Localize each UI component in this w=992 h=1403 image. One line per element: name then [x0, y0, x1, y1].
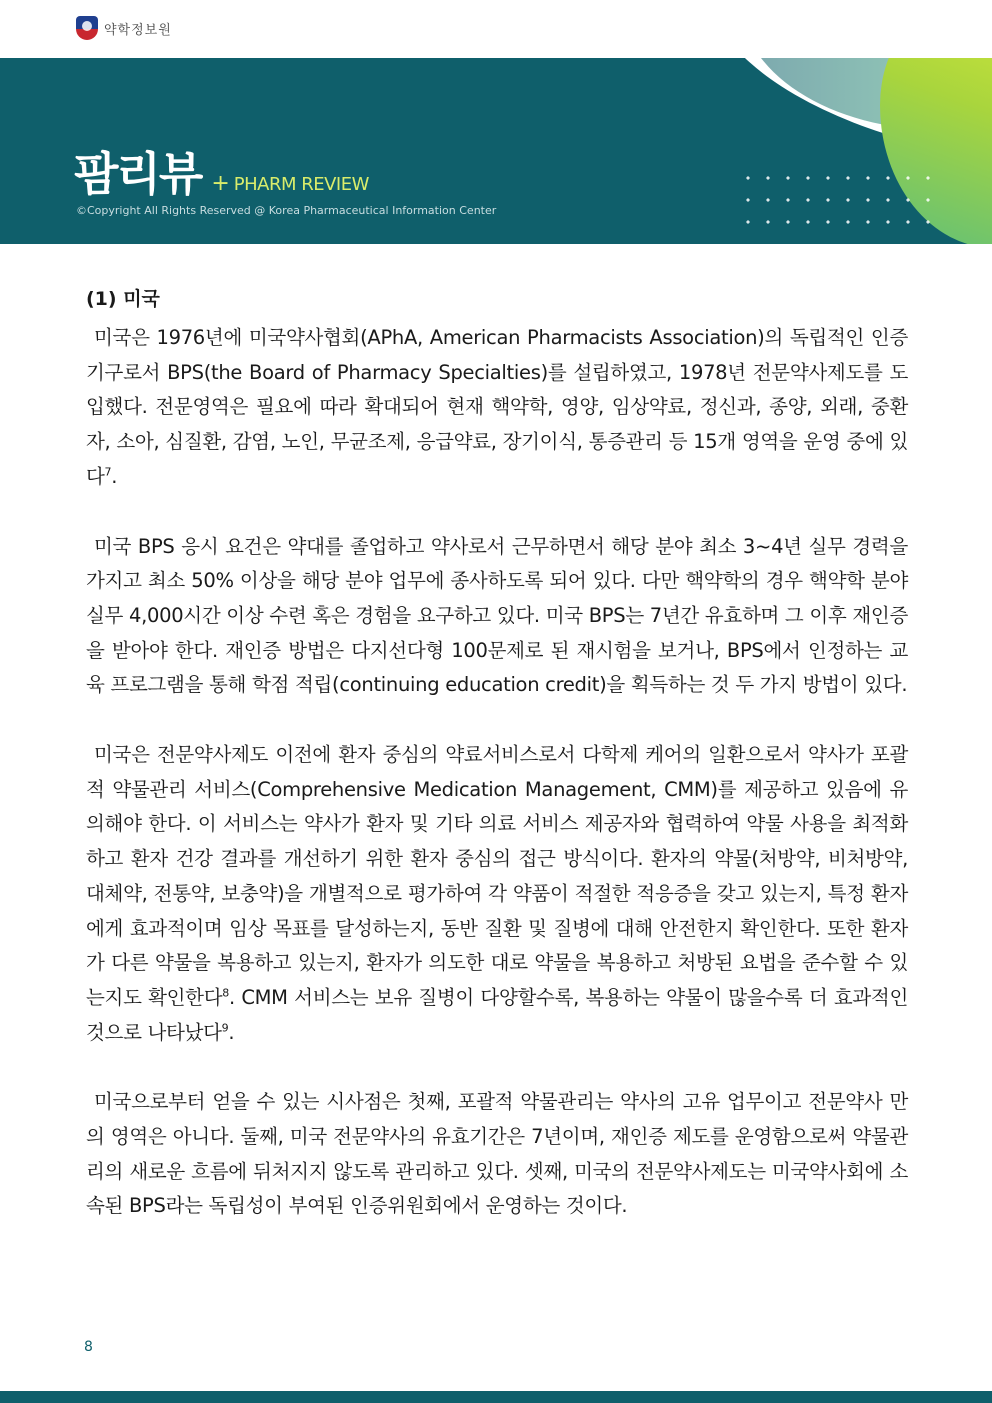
paragraph — [86, 530, 908, 704]
org-name: 약학정보원 — [104, 22, 172, 38]
paragraph — [86, 321, 908, 495]
paragraph — [86, 738, 908, 1050]
section-heading: (1) 미국 — [86, 288, 160, 310]
plus-icon: + — [211, 171, 230, 196]
org-logo[interactable] — [76, 16, 172, 40]
paragraph-tail: . — [228, 1020, 235, 1044]
brand-subtitle: PHARM REVIEW — [233, 174, 369, 195]
header-banner — [0, 58, 992, 244]
dot-pattern-decoration — [738, 167, 938, 227]
paragraph-text: 미국 BPS 응시 요건은 약대를 졸업하고 약사로서 근무하면서 해당 분야 최소 3~4년 실무 경력을 가지고 최소 50% 이상을 해당 분야 업무에 종사하도록 되어 있다. 다만 핵약학의 경우 핵약학 분야 실무 4,000시간 이상 수련 혹은 경험을 요구하고 있다. 미국 BPS는 7년간 유효하며 그 이후 재인증을 받아야 한다. 재인증 방법은 다지선다형 100문제로 된 재시험을 보거나, BPS에서 인정하는 교육 프로그램을 통해 학점 적립(continuing education credit)을 획득하는 것 두 가지 방법이 있다. — [86, 534, 908, 697]
paragraph-text: 미국은 전문약사제도 이전에 환자 중심의 약료서비스로서 다학제 케어의 일환으로서 약사가 포괄적 약물관리 서비스(Comprehensive Medication Management, CMM)를 제공하고 있음에 유의해야 한다. 이 서비스는 약사가 환자 및 기타 의료 서비스 제공자와 협력하여 약물 사용을 최적화하고 환자 건강 결과를 개선하기 위한 환자 중심의 접근 방식이다. 환자의 약물(처방약, 비처방약, 대체약, 전통약, 보충약)을 개별적으로 평가하여 각 약품이 적절한 적응증을 갖고 있는지, 특정 환자에게 효과적이며 임상 목표를 달성하는지, 동반 질환 및 질병에 대해 안전한지 확인한다. 또한 환자가 다른 약물을 복용하고 있는지, 환자가 의도한 대로 약물을 복용하고 처방된 요법을 준수할 수 있는지도 확인한다 — [86, 743, 908, 1009]
page-number: 8 — [84, 1339, 93, 1355]
paragraph-text: . CMM 서비스는 보유 질병이 다양할수록, 복용하는 약물이 많을수록 더 효과적인 것으로 나타났다 — [86, 985, 908, 1044]
bottom-bar — [0, 1391, 992, 1403]
paragraph — [86, 1085, 908, 1224]
paragraph-text: 미국으로부터 얻을 수 있는 시사점은 첫째, 포괄적 약물관리는 약사의 고유 업무이고 전문약사 만의 영역은 아니다. 둘째, 미국 전문약사의 유효기간은 7년이며, 재인증 제도를 운영함으로써 약물관리의 새로운 흐름에 뒤처지지 않도록 관리하고 있다. 셋째, 미국의 전문약사제도는 미국약사회에 소속된 BPS라는 독립성이 부여된 인증위원회에서 운영하는 것이다. — [86, 1090, 908, 1218]
top-bar — [0, 0, 992, 58]
brand-title: 팜리뷰 — [74, 147, 202, 201]
paragraph-tail: . — [111, 464, 118, 488]
footnote-ref[interactable]: 9 — [221, 1021, 229, 1035]
brand-title-block — [74, 138, 369, 204]
footnote-ref[interactable]: 7 — [104, 465, 112, 479]
article-body — [86, 285, 908, 1259]
paragraph-text: 미국은 1976년에 미국약사협회(APhA, American Pharmacists Association)의 독립적인 인증기구로서 BPS(the Board of Pharmacy Specialties)를 설립하였고, 1978년 전문약사제도를 도입했다. 전문영역은 필요에 따라 확대되어 현재 핵약학, 영양, 임상약료, 정신과, 종양, 외래, 중환자, 소아, 심질환, 감염, 노인, 무균조제, 응급약료, 장기이식, 통증관리 등 15개 영역을 운영 중에 있다 — [86, 326, 908, 488]
footnote-ref[interactable]: 8 — [222, 986, 229, 1000]
brand-subtitle-group — [211, 171, 369, 196]
copyright-notice: ©Copyright All Rights Reserved @ Korea Pharmaceutical Information Center — [76, 204, 497, 217]
shield-logo-icon — [76, 16, 98, 40]
